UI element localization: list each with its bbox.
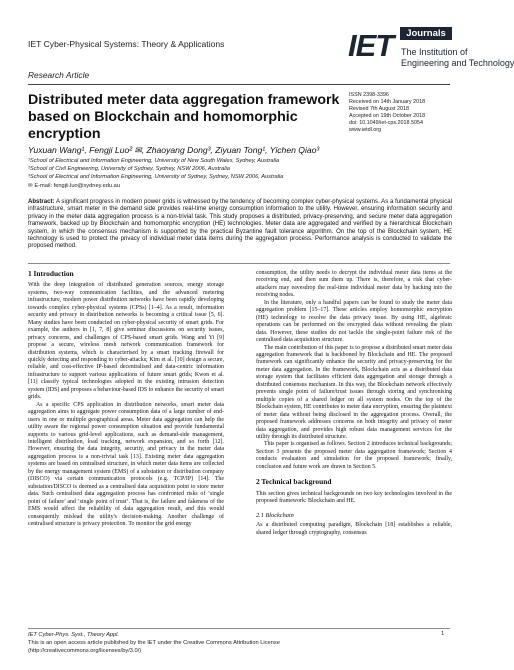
intro-paragraph-6: This paper is organised as follows. Section 2 introduces technical backgrounds; Section 3 presents the proposed meter data aggregation framework; Section 4 conducts evaluation and simulation for the proposed framework; finally, conclusion and future work are drawn in Section 5. bbox=[256, 441, 452, 470]
affiliation-1: ¹School of Electrical and Information Engineering, University of New South Wales, Sydney, Australia bbox=[28, 158, 280, 164]
meta-issn: ISSN 2398-3396 bbox=[349, 92, 389, 98]
subsection-2-1-text: As a distributed computing paradigm, Blockchain [18] establishes a reliable, shared ledger through cryptography, consensus bbox=[256, 522, 452, 536]
left-column bbox=[28, 270, 224, 528]
meta-doi: doi: 10.1049/iet-cps.2018.5054 bbox=[349, 120, 424, 127]
article-metadata bbox=[349, 92, 459, 135]
footer-license-url[interactable]: (http://creativecommons.org/licenses/by/3.0/) bbox=[28, 648, 142, 655]
corresponding-email[interactable]: ✉ E-mail: fengjii.luo@sydney.edu.au bbox=[28, 183, 120, 189]
footer-citation: IET Cyber-Phys. Syst., Theory Appl. bbox=[28, 632, 120, 638]
paper-title: Distributed meter data aggregation framework based on Blockchain and homomorphic encryption bbox=[28, 92, 340, 142]
meta-revised: Revised 7th August 2018 bbox=[349, 106, 409, 113]
intro-paragraph-5: The main contribution of this paper is to propose a distributed smart meter data aggregation framework that is backboned by Blockchain and HE. The proposed framework can significantly enhance the security and privacy-preserving for the meter data aggregation. In the framework, Blockchain acts as a distributed data storage system that facilitates efficient data aggregation and storage through a distributed consensus mechanism. In this way, the Blockchain network effectively prevents single point of failure/trust issues through storing and synchronising multiple copies of a shared ledger on all system nodes. On the top of the Blockchain system, HE contributes to meter data encryption, ensuring the plaintext of meter data without being disclosed in the aggregation process. Overall, the proposed framework addresses concerns on both integrity and privacy of meter data aggregation, and provides high robust data management services for the utility through its distributed structure. bbox=[256, 344, 452, 440]
section-2-heading: 2 Technical background bbox=[256, 477, 332, 487]
affiliation-2: ²School of Civil Engineering, University of Sydney, Sydney, NSW 2006, Australia bbox=[28, 166, 230, 172]
footer bbox=[28, 631, 280, 656]
section-2-intro: This section gives technical backgrounds on two key technologies involved in the proposed framework: Blockchain and HE. bbox=[256, 490, 452, 505]
logo-line-1: The Institution of bbox=[401, 47, 468, 57]
abstract-divider bbox=[28, 263, 450, 264]
abstract bbox=[28, 199, 452, 251]
abstract-label: Abstract: bbox=[28, 199, 55, 205]
header-divider bbox=[28, 84, 450, 85]
author-list: Yuxuan Wang¹, Fengji Luo² ✉, Zhaoyang Dong³, Ziyuan Tong¹, Yichen Qiao³ bbox=[28, 145, 320, 155]
footer-license: This is an open access article published by the IET under the Creative Commons Attribution License bbox=[28, 640, 280, 647]
article-type: Research Article bbox=[28, 70, 90, 80]
meta-received: Received on 14th January 2018 bbox=[349, 99, 426, 106]
footer-divider bbox=[28, 628, 450, 629]
intro-paragraph-3: consumption, the utility needs to decrypt the individual meter data items at the receiving end, and then sum them up. There is, therefore, a risk that cyber-attackers may eavesdrop the real-time individual meter data by hacking into the receiving nodes. bbox=[256, 270, 452, 299]
section-1-heading: 1 Introduction bbox=[28, 269, 74, 278]
intro-paragraph-2: As a specific CPS application in distribution networks, smart meter data aggregation aims to aggregate power consumption data of a large number of end-users in one or multiple geographical areas. Meter data aggregation can help the utility aware the regional power consumption situation and provide fundamental supports to various grid-level applications, such as demand-side management, intelligent distribution, load tracking, network expansion, and so forth [12]. However, ensuring the data integrity, security, and privacy in the meter data aggregation process is a non-trivial task [13]. Existing meter data aggregation systems are based on centralised structure, in which meter data items are collected by the energy management system (EMS) of a substation or distribution company (DISCO) via certain communication protocols (e.g. TCP/IP) [14]. The substation/DISCO is deemed as a centralised data acquisition point to store meter data. Such centralised data aggregation process has confronted risks of ‘single point of failure’ and ‘single point of trust’. That is, the failure and fakeness of the EMS would affect the reliability of data aggregation result, and this would consequently mislead the utility's decision-making. Another challenge of centralised structure is privacy protection. To monitor the grid energy bbox=[28, 401, 224, 527]
right-column bbox=[256, 270, 452, 537]
page-number: 1 bbox=[441, 631, 445, 637]
logo-line-2: Engineering and Technology bbox=[401, 58, 514, 68]
logo-badge: Journals bbox=[400, 27, 452, 40]
logo-brand: IET bbox=[348, 28, 394, 63]
iet-journals-logo bbox=[348, 24, 514, 80]
intro-paragraph-1: With the deep integration of distributed generation sources, energy storage systems, two-way communication facilities, and the advanced metering infrastructure, modern power distribution networks have been rapidly developing towards complex cyber-physical systems (CPSs) [1–4]. As a result, information security and privacy in distribution networks is becoming a critical issue [5, 6]. Many studies have been conducted on cyber-physical security of smart grids. For example, the authors in [1, 7, 8] give seminar discussions on security issues, privacy concerns, and challenges of CPS-based smart grids. Wang and Yi [9] propose a secure, wireless mesh network communication framework for distribution systems, which is characterised by a smart tracking firewall for quickly detecting and responding to cyber-attacks; Kim et al. [10] design a secure, reliable, and cost-effective IP-based decentralised and data-centric information infrastructure to support various applications of future smart grids; Kwon et al. [11] classify typical technologies adopted in the existing intrusion detection system (IDS) and proposes a behaviour-based IDS to enhance the security of smart grids. bbox=[28, 282, 224, 401]
intro-paragraph-4: In the literature, only a handful papers can be found to study the meter data aggregation problem [15–17]. These articles employ homomorphic encryption (HE) technology to resolve the data privacy issue. By using HE, algebraic operations can be performed on the encrypted data without revealing the plain data. However, these studies do not tackle the single-point failure risk of the centralised data acquisition structure. bbox=[256, 299, 452, 344]
meta-accepted: Accepted on 19th October 2018 bbox=[349, 113, 426, 120]
journal-name: IET Cyber-Physical Systems: Theory & Applications bbox=[28, 39, 225, 49]
meta-website: www.ietdl.org bbox=[349, 127, 382, 134]
subsection-2-1-heading: 2.1 Blockchain bbox=[256, 511, 294, 519]
affiliation-3: ³School of Electrical and Information Engineering, University of Sydney, Sydney, NSW 2006, Australia bbox=[28, 174, 284, 180]
abstract-text: A significant progress in modern power grids is witnessed by the tendency of becoming complex cyber-physical systems. As a fundamental physical infrastructure, smart meter in the demand side provides real-time energy consumption information to the utility. However, ensuring information security and privacy in the meter data aggregation process is a non-trivial task. This study proposes a distributed, privacy-preserving, and secure meter data aggregation framework, backed up by Blockchain and homomorphic encryption (HE) technologies. Meter data are aggregated and verified by a hierarchical Blockchain system, in which the consensus mechanism is supported by the practical Byzantine fault tolerance algorithm. On the top of the Blockchain system, HE technology is used to protect the privacy of individual meter data items during the aggregation process. Performance analysis is conducted to validate the proposed method. bbox=[28, 199, 452, 250]
